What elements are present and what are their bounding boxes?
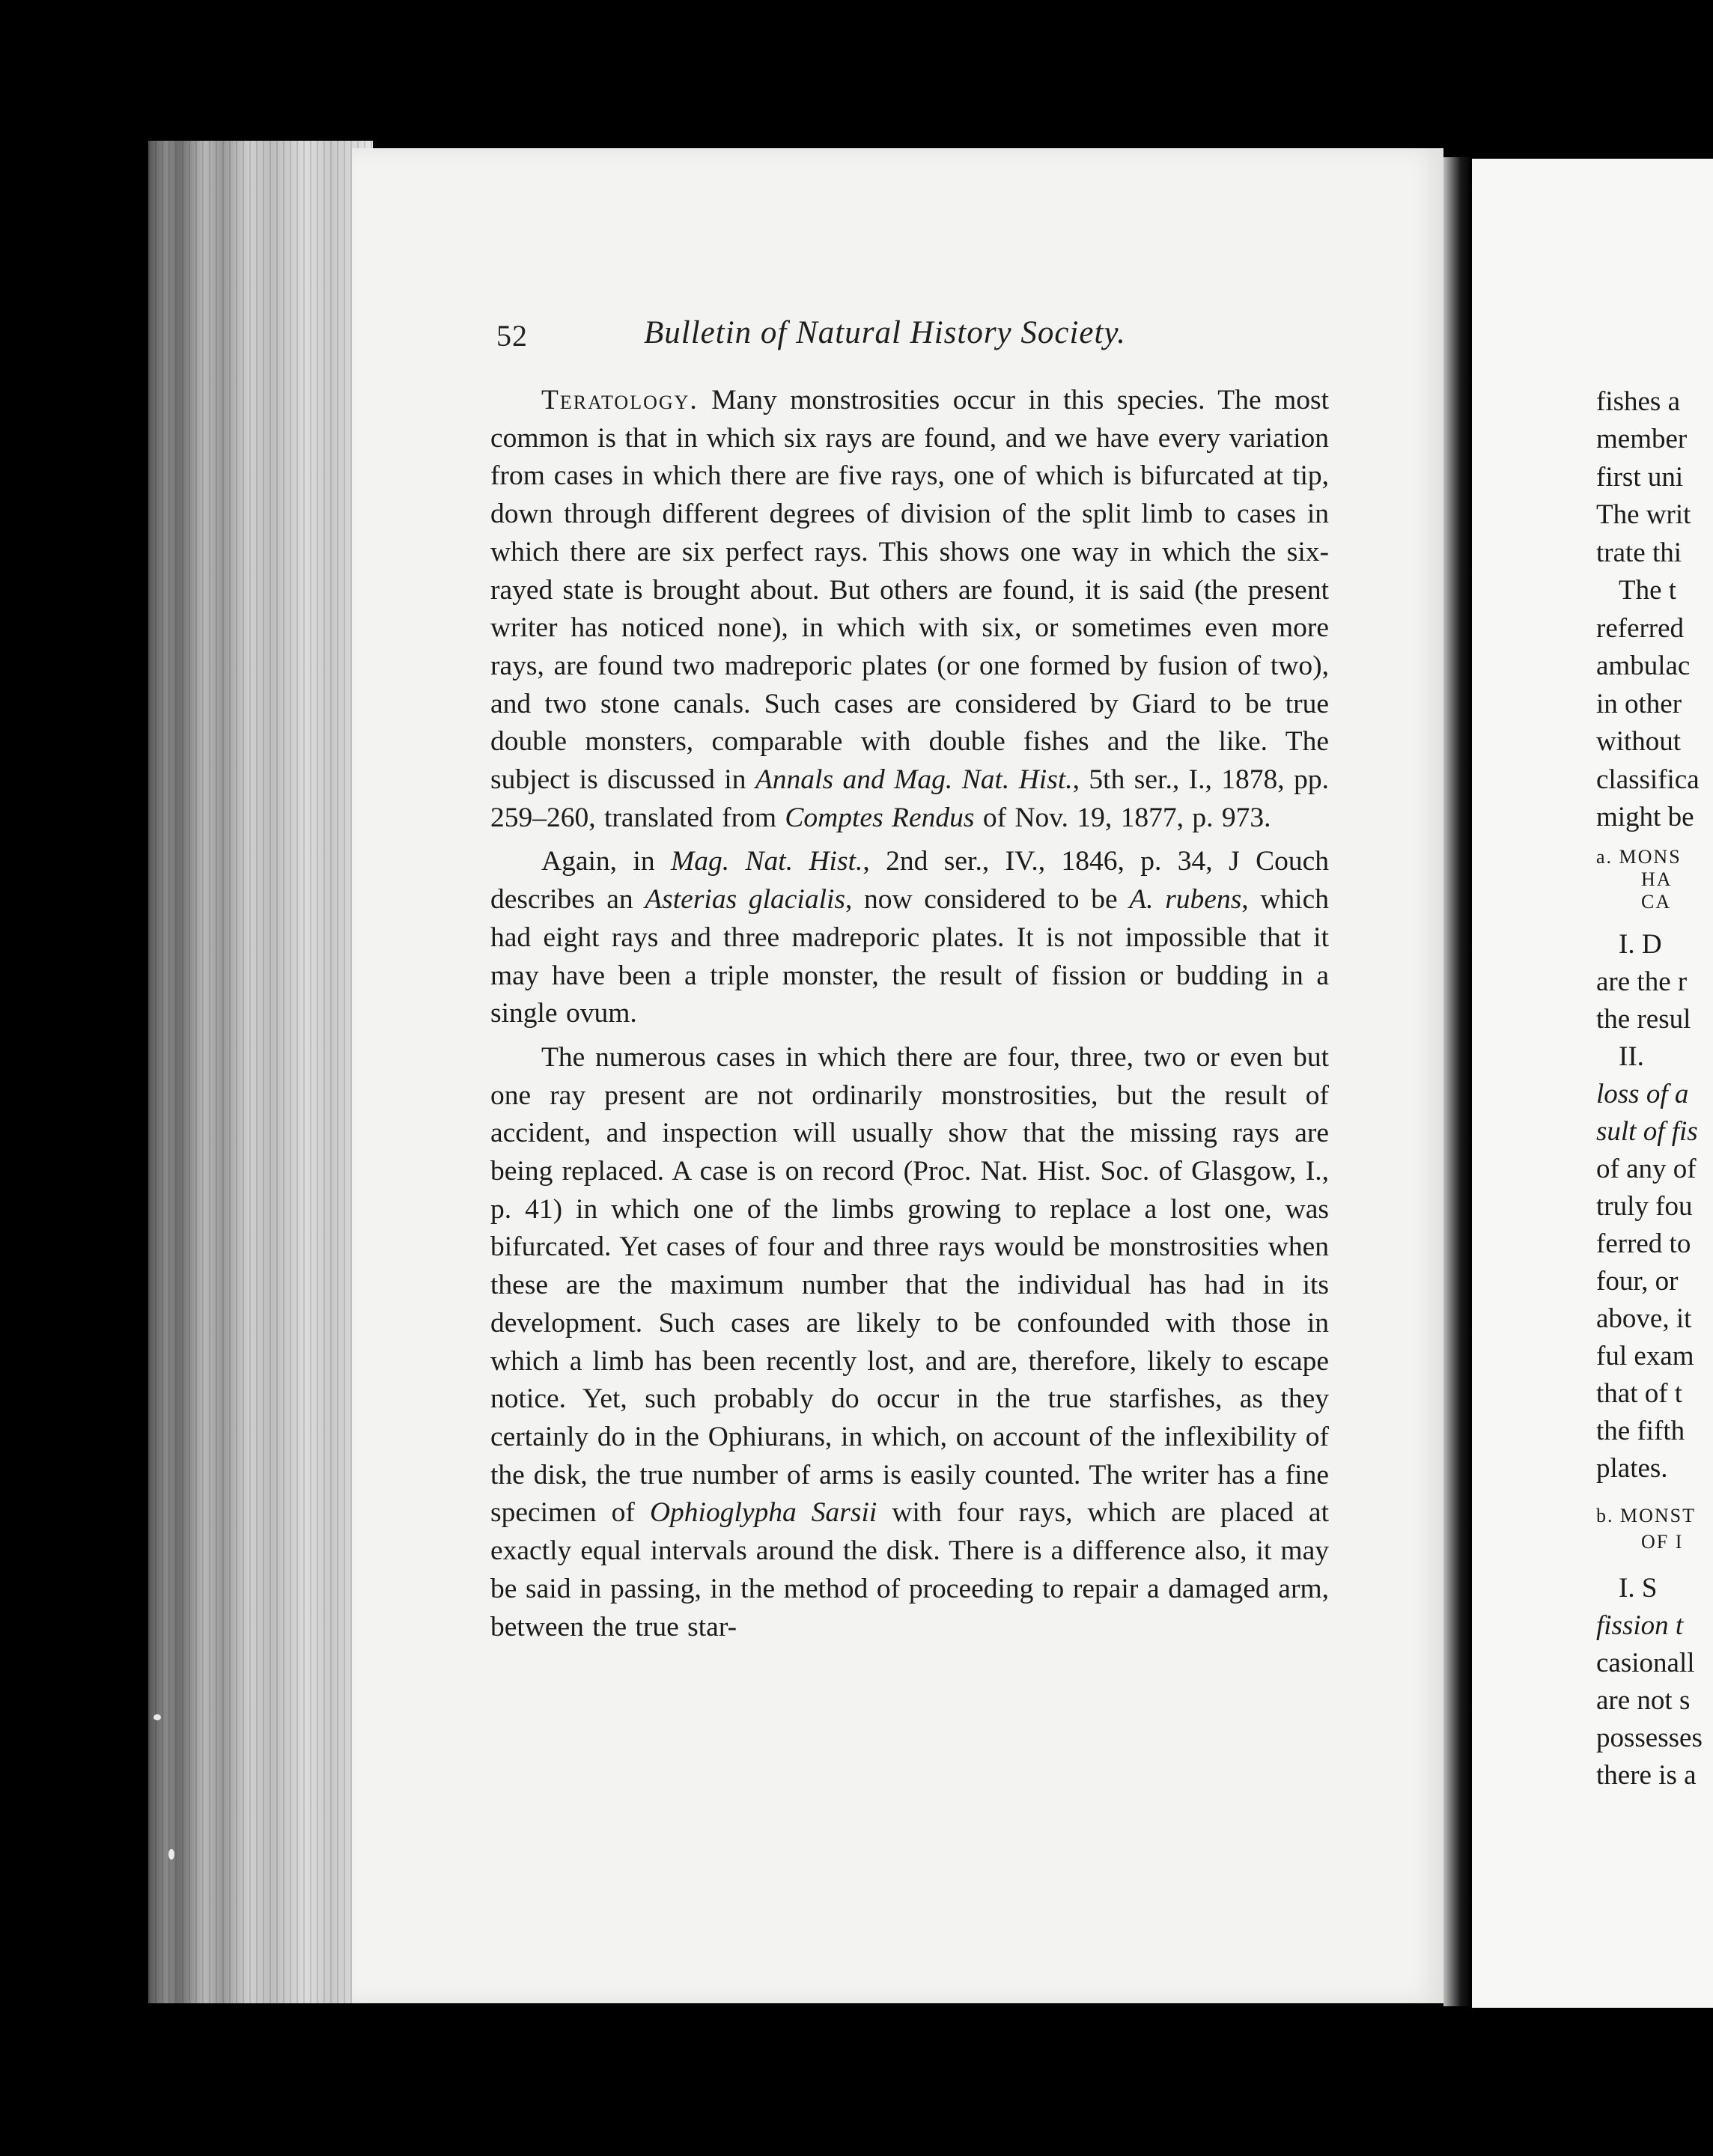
right-page-line: I. S [1619,1573,1658,1604]
paragraph-text: , 2nd ser., IV., 1846, p. 34, J Couch describes an [490,846,1329,916]
right-page-line: plates. [1596,1453,1668,1484]
paragraph-text: with four rays, which are placed at exactly equal intervals around the disk. There is a difference also, it may be said in passing, in the method of proceeding to repair a damaged arm, between the true star- [490,1497,1329,1642]
right-page-line: possesses [1596,1723,1703,1753]
right-page-line: ambulac [1596,651,1691,681]
running-head: Bulletin of Natural History Society. [644,315,1126,350]
paragraph-text: , 5th ser., I., 1878, pp. 259–260, translated from [490,764,1329,833]
section-heading: Teratology. [541,385,699,415]
right-page-line: loss of a [1596,1079,1689,1109]
right-page-line: The t [1619,575,1677,606]
right-page-line: a. MONS [1596,846,1682,868]
right-page-line: trate thi [1596,538,1682,568]
right-page-line: II. [1619,1041,1644,1072]
right-page-line: first uni [1596,462,1684,493]
right-page-line: HA [1641,868,1673,890]
right-page-line: the fifth [1596,1416,1685,1446]
right-page-line: ferred to [1596,1228,1691,1259]
paragraph-text: The numerous cases in which there are four, three, two or even but one ray present are not ordinarily monstrosities, but the result of accident, and inspection will usually show that the missing rays are being replaced. A case is on record (Proc. Nat. Hist. Soc. of Glasgow, I., p. 41) in which one of the limbs growing to replace a lost one, was bifurcated. Yet cases of four and three rays would be monstrosities when these are the maximum number that the individual has had in its development. Such cases are likely to be confounded with those in which a limb has been recently lost, and are, therefore, likely to escape notice. Yet, such probably do occur in the true starfishes, as they certainly do in the Ophiurans, in which, on account of the inflexibility of the disk, the true number of arms is easily counted. The writer has a fine specimen of [490,1041,1329,1529]
species-name: A. rubens [1129,884,1242,916]
right-page-line: the resul [1596,1004,1691,1035]
page-speck [153,1714,161,1720]
species-name: Ophioglypha Sarsii [649,1497,877,1529]
right-page-line: casionall [1596,1648,1695,1678]
page-speck [168,1849,174,1860]
right-page-line: truly fou [1596,1191,1693,1222]
right-page-line: b. MONST [1596,1505,1697,1526]
book-page-edges [148,141,373,2003]
right-page-line: there is a [1596,1760,1697,1791]
right-page-line: that of t [1596,1378,1683,1409]
right-page-line: fishes a [1596,386,1680,417]
citation-title: Mag. Nat. Hist. [671,846,863,877]
citation-title: Annals and Mag. Nat. Hist. [755,764,1073,796]
citation-title: Comptes Rendus [785,802,975,833]
right-page-line: OF I [1641,1531,1684,1553]
right-page-line: might be [1596,802,1694,832]
paragraph-text: Again, in [541,846,671,877]
paragraph-text: , which had eight rays and three madreporic plates. It is not impossible that it may have been a triple monster, the result of fission or budding in a single ovum. [490,884,1329,1029]
right-page-line: CA [1641,891,1672,913]
paragraph-numerous-cases [490,1039,1329,1646]
right-page-line: referred [1596,613,1685,644]
right-page-line: I. D [1619,929,1662,960]
right-page-line: without [1596,726,1682,757]
right-page-line: classifica [1596,764,1700,795]
right-page-line: are the r [1596,966,1688,997]
right-page-line: fission t [1596,1610,1684,1641]
right-page-line: ful exam [1596,1341,1694,1371]
right-page-line: member [1596,424,1688,454]
species-name: Asterias glacialis [645,884,845,916]
right-page-line: in other [1596,689,1682,719]
book-gutter [1443,157,1472,2006]
right-page-line: The writ [1596,499,1691,530]
right-page-line: four, or [1596,1266,1679,1297]
paragraph-teratology [490,382,1329,837]
paragraph-couch [490,843,1329,1033]
right-page-line: are not s [1596,1685,1691,1716]
page-number: 52 [496,319,528,353]
paragraph-text: of Nov. 19, 1877, p. 973. [974,802,1271,833]
left-page-body [490,382,1329,1646]
right-page-line: above, it [1596,1303,1692,1334]
paragraph-text: , now considered to be [845,884,1130,916]
right-page-line: of any of [1596,1154,1697,1184]
paragraph-text: Many monstrosities occur in this species. The most common is that in which six rays are found, and we have every variation from cases in which there are five rays, one of which is bifurcated at tip, down through different degrees of division of the split limb to cases in which there are six perfect rays. This shows one way in which the six-rayed state is brought about. But others are found, it is said (the present writer has noticed none), in which with six, or sometimes even more rays, are found two madreporic plates (or one formed by fusion of two), and two stone canals. Such cases are considered by Giard to be true double monsters, comparable with double fishes and the like. The subject is discussed in [490,385,1329,796]
right-page-line: sult of fis [1596,1116,1698,1147]
